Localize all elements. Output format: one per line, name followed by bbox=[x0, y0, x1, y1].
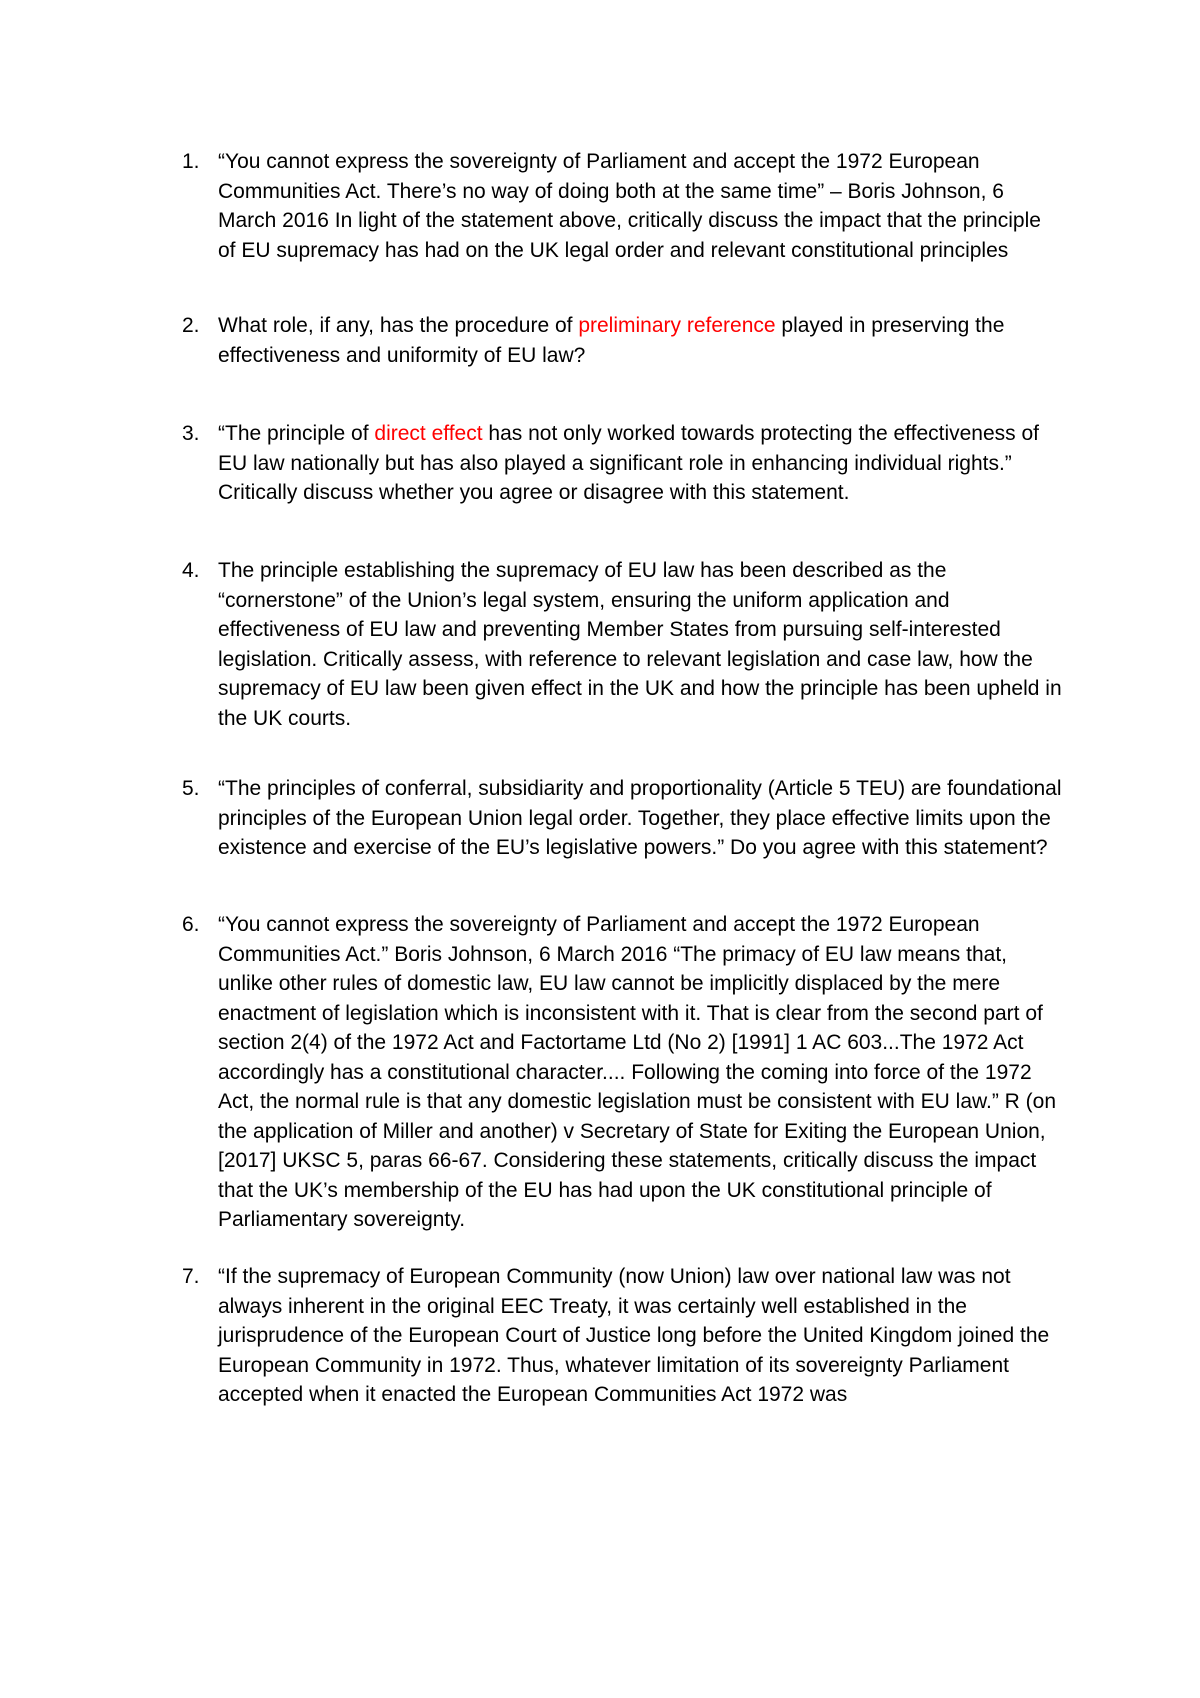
question-number: 4. bbox=[182, 559, 200, 582]
question-number: 5. bbox=[182, 777, 200, 800]
highlighted-term: direct effect bbox=[374, 422, 483, 445]
question-text: “You cannot express the sovereignty of Parliament and accept the 1972 European Communities Act.” Boris Johnson, 6 March 2016 “The primacy of EU law means that, unlike other rules of domestic law, EU law cannot be implicitly displaced by the mere enactment of legislation which is inconsistent with it. That is clear from the second part of section 2(4) of the 1972 Act and Factortame Ltd (No 2) [1991] 1 AC 603...The 1972 Act accordingly has a constitutional character.... Following the coming into force of the 1972 Act, the normal rule is that any domestic legislation must be consistent with EU law.” R (on the application of Miller and another) v Secretary of State for Exiting the European Union, [2017] UKSC 5, paras 66-67. Considering these statements, critically discuss the impact that the UK’s membership of the EU has had upon the UK constitutional principle of Parliamentary sovereignty. bbox=[218, 913, 1057, 1231]
question-2 bbox=[182, 311, 1062, 370]
question-5 bbox=[182, 774, 1062, 863]
question-number: 2. bbox=[182, 314, 200, 337]
question-text-part: “The principle of bbox=[218, 422, 375, 445]
question-text-part: What role, if any, has the procedure of bbox=[218, 314, 579, 337]
question-number: 6. bbox=[182, 913, 200, 936]
question-number: 1. bbox=[182, 150, 200, 173]
question-4 bbox=[182, 556, 1062, 733]
question-3 bbox=[182, 419, 1062, 508]
question-text: “The principles of conferral, subsidiarity and proportionality (Article 5 TEU) are foundational principles of the European Union legal order. Together, they place effective limits upon the existence and exercise of the EU’s legislative powers.” Do you agree with this statement? bbox=[218, 777, 1062, 859]
question-text-part: played in preserving the effectiveness and uniformity of EU law? bbox=[218, 314, 1005, 367]
question-1 bbox=[182, 147, 1062, 265]
question-text: “If the supremacy of European Community (now Union) law over national law was not always inherent in the original EEC Treaty, it was certainly well established in the jurisprudence of the European Court of Justice long before the United Kingdom joined the European Community in 1972. Thus, whatever limitation of its sovereignty Parliament accepted when it enacted the European Communities Act 1972 was bbox=[218, 1265, 1050, 1406]
question-text bbox=[218, 311, 1062, 370]
question-number: 3. bbox=[182, 422, 200, 445]
question-number: 7. bbox=[182, 1265, 200, 1288]
question-text: “You cannot express the sovereignty of Parliament and accept the 1972 European Communities Act. There’s no way of doing both at the same time” – Boris Johnson, 6 March 2016 In light of the statement above, critically discuss the impact that the principle of EU supremacy has had on the UK legal order and relevant constitutional principles bbox=[218, 150, 1041, 262]
question-text-part: has not only worked towards protecting the effectiveness of EU law nationally but has also played a significant role in enhancing individual rights.” Critically discuss whether you agree or disagree with this statement. bbox=[218, 422, 1040, 504]
question-text: The principle establishing the supremacy of EU law has been described as the “cornerstone” of the Union’s legal system, ensuring the uniform application and effectiveness of EU law and preventing Member States from pursuing self-interested legislation. Critically assess, with reference to relevant legislation and case law, how the supremacy of EU law been given effect in the UK and how the principle has been upheld in the UK courts. bbox=[218, 559, 1062, 730]
highlighted-term: preliminary reference bbox=[578, 314, 776, 337]
question-7 bbox=[182, 1262, 1062, 1410]
question-text bbox=[218, 419, 1062, 508]
question-6 bbox=[182, 910, 1062, 1235]
